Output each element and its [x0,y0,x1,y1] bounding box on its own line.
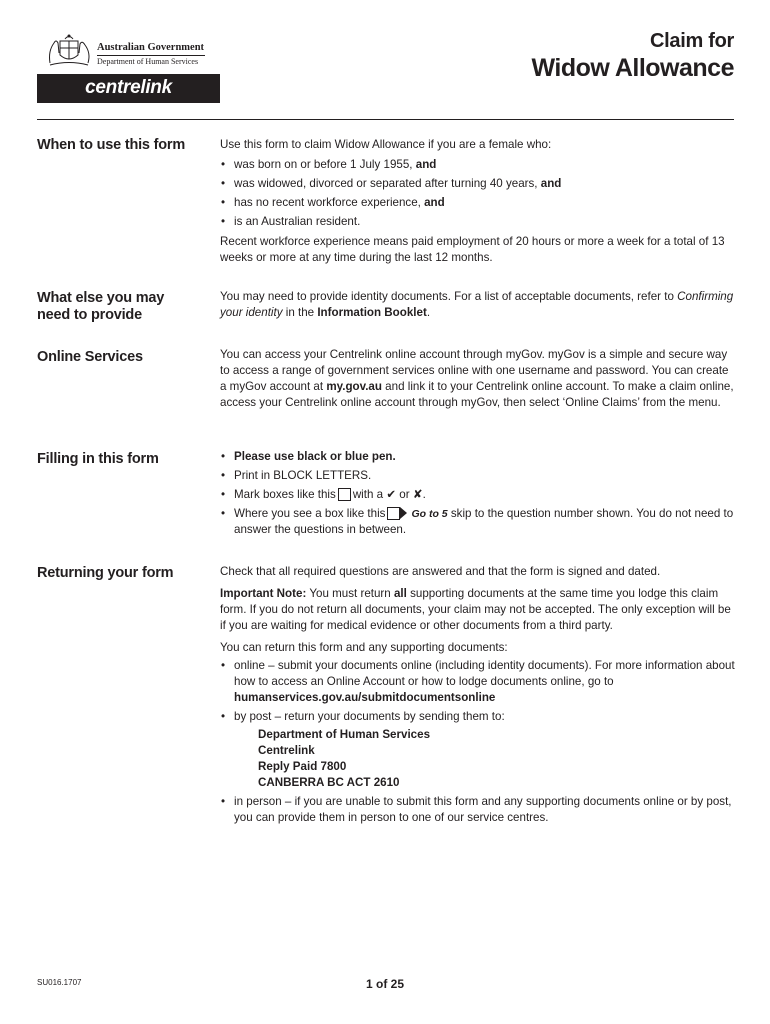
mark-with-text: with a [352,488,384,501]
return-methods-intro: You can return this form and any supporting documents: [220,641,508,654]
mark-or-text: or [399,488,410,501]
eligibility-and: and [415,158,437,171]
eligibility-text: was widowed, divorced or separated after turning 40 years, [234,177,541,190]
cross-icon: ✘ [412,488,423,501]
government-divider [97,55,205,56]
eligibility-and: and [424,196,445,209]
address-line: Reply Paid 7800 [258,760,347,773]
section-heading-when: When to use this form [37,137,186,153]
mark-end-text: . [422,488,426,501]
department-name: Department of Human Services [97,57,199,66]
brand-wordmark: centrelink [85,77,172,98]
list-item [220,176,735,192]
section-body-returning [220,564,735,830]
government-name: Australian Government [97,42,205,53]
section-body-what-else [220,289,735,325]
section-body-online [220,347,735,415]
online-services-text [220,347,735,411]
check-questions-text: Check that all required questions are answered and that the form is signed and dated. [220,565,661,578]
header-divider [37,119,734,120]
identity-text-b: in the [282,306,318,319]
form-title-line2: Widow Allowance [531,54,734,82]
tick-icon: ✔ [386,488,397,501]
mygov-url: my.gov.au [326,380,382,393]
mark-boxes-text: Mark boxes like this [234,488,336,501]
when-intro: Use this form to claim Widow Allowance if you are a female who: [220,138,552,151]
goto-box-icon [387,507,400,520]
eligibility-text: was born on or before 1 July 1955, [234,158,416,171]
section-body-filling [220,449,735,542]
list-item [220,157,735,173]
identity-doc-title: Confirming your identity [220,290,734,319]
section-body-when [220,137,735,270]
page-header [0,0,770,120]
identity-text-a: You may need to provide identity documents. For a list of acceptable documents, refer to [220,290,678,303]
address-line: Centrelink [258,744,315,757]
list-item [220,794,735,826]
eligibility-list [220,157,735,230]
identity-text-end: . [426,306,431,319]
goto-example: Go to 5 [411,508,448,520]
form-title-line1: Claim for [650,30,734,52]
eligibility-and: and [540,177,562,190]
section-heading-filling: Filling in this form [37,451,159,467]
list-item [220,195,735,211]
page-number: 1 of 25 [365,977,404,991]
form-code: SU016.1707 [37,978,82,987]
list-item [220,506,735,538]
list-item [220,468,735,484]
coat-of-arms-icon [44,33,94,69]
section-heading-online: Online Services [37,349,143,365]
goto-box-text: Where you see a box like this [234,507,386,520]
list-item [220,709,735,791]
filling-instructions-list [220,449,735,538]
submit-documents-url: humanservices.gov.au/submitdocumentsonline [234,691,496,704]
workforce-note: Recent workforce experience means paid employment of 20 hours or more a week for a total of 13 weeks or more at any time during the last 12 months. [220,235,725,264]
pen-instruction: Please use black or blue pen. [234,450,396,463]
block-letters-instruction: Print in BLOCK LETTERS. [234,469,372,482]
postal-address [234,727,735,791]
important-note-text-b: supporting documents at the same time you lodge this claim form. If you do not return all documents, your claim may not be accepted. The only exception will be if you are waiting for medical evidence or other documents from a third party. [220,587,731,632]
section-heading-what-else: What else you may need to provide [37,290,165,323]
return-post-text: by post – return your documents by sending them to: [234,710,505,723]
return-online-text: online – submit your documents online (including identity documents). For more information about how to access an Online Account or how to lodge documents online, go to [234,659,735,688]
address-line: Department of Human Services [258,728,431,741]
online-text-a: You can access your Centrelink online account through myGov. myGov is a simple and secure way to access a range of government services online with one username and password. You can create a myGov account at [220,348,729,393]
information-booklet-ref: Information Booklet [317,306,427,319]
identity-docs-text [220,289,735,321]
list-item [220,487,735,503]
goto-skip-text: skip to the question number shown. You do not need to answer the questions in between. [234,507,734,536]
goto-arrow-icon [400,507,407,519]
important-note-label: Important Note: [220,587,307,600]
list-item [220,658,735,706]
list-item [220,449,735,465]
address-line: CANBERRA BC ACT 2610 [258,776,400,789]
example-checkbox [338,488,351,501]
important-note-all: all [393,587,407,600]
important-note-text-a: You must return [306,587,394,600]
eligibility-text: is an Australian resident. [234,215,361,228]
online-text-b: and link it to your Centrelink online account. To make a claim online, access your Centrelink online account through myGov, then select ‘Online Claims’ from the menu. [220,380,734,409]
list-item [220,214,735,230]
important-note [220,586,735,634]
return-in-person-text: in person – if you are unable to submit this form and any supporting documents online or by post, you can provide them in person to one of our service centres. [234,795,732,824]
centrelink-logo [37,74,220,103]
eligibility-text: has no recent workforce experience, [234,196,425,209]
section-heading-returning: Returning your form [37,565,174,581]
return-methods-list [220,658,735,826]
